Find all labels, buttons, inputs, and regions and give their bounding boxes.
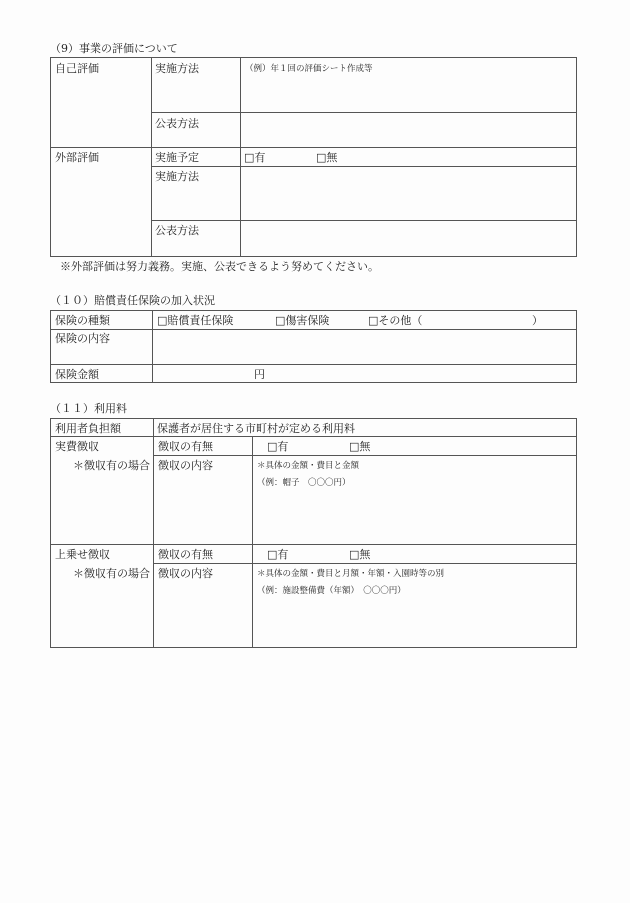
external-eval-publish-field[interactable]: [241, 221, 576, 256]
burden-value: 保護者が居住する市町村が定める利用料: [157, 422, 355, 435]
actual-presence-label: 徴収の有無: [158, 440, 213, 453]
external-plan-yes-checkbox[interactable]: □有: [244, 151, 266, 164]
other-insurance-close-paren: ）: [532, 314, 543, 327]
actual-yes-checkbox[interactable]: □有: [267, 440, 289, 453]
insurance-amount-field[interactable]: [153, 365, 576, 382]
external-eval-method-label: 実施方法: [155, 170, 199, 183]
actual-content-label: 徴収の内容: [158, 459, 213, 472]
injury-insurance-checkbox[interactable]: □傷害保険: [275, 314, 330, 327]
yen-unit: 円: [254, 368, 265, 381]
self-eval-label: 自己評価: [55, 62, 99, 75]
other-insurance-checkbox[interactable]: □その他（: [368, 314, 423, 327]
self-eval-publish-field[interactable]: [241, 113, 576, 147]
section9-heading: （9）事業の評価について: [50, 42, 178, 55]
self-eval-publish-label: 公表方法: [155, 117, 199, 130]
extra-fee-label: 上乗せ徴収: [55, 548, 110, 561]
external-eval-label: 外部評価: [55, 151, 99, 164]
insurance-table: [50, 310, 577, 383]
actual-no-checkbox[interactable]: □無: [349, 440, 371, 453]
burden-label: 利用者負担額: [55, 422, 121, 435]
extra-content-line1: ＊具体の金額・費目と月額・年額・入園時等の別: [257, 569, 445, 579]
extra-content-label: 徴収の内容: [158, 567, 213, 580]
insurance-amount-label: 保険金額: [55, 368, 99, 381]
self-eval-method-field[interactable]: （例）年１回の評価シート作成等: [245, 64, 373, 74]
insurance-content-label: 保険の内容: [55, 332, 110, 345]
section10-heading: （１０）賠償責任保険の加入状況: [50, 294, 215, 307]
section11-heading: （１１）利用料: [50, 402, 127, 415]
fee-table: [50, 418, 577, 648]
actual-fee-label: 実費徴収: [55, 440, 99, 453]
external-eval-publish-label: 公表方法: [155, 224, 199, 237]
external-eval-method-field[interactable]: [241, 167, 576, 220]
external-eval-plan-label: 実施予定: [155, 151, 199, 164]
external-plan-no-checkbox[interactable]: □無: [316, 151, 338, 164]
actual-fee-sublabel: ＊徴収有の場合: [73, 459, 150, 472]
insurance-type-label: 保険の種類: [55, 314, 110, 327]
extra-presence-label: 徴収の有無: [158, 548, 213, 561]
external-eval-note: ※外部評価は努力義務。実施、公表できるよう努めてください。: [60, 260, 379, 273]
actual-content-line2: （例：帽子 〇〇〇円）: [257, 478, 351, 488]
extra-yes-checkbox[interactable]: □有: [267, 548, 289, 561]
liability-insurance-checkbox[interactable]: □賠償責任保険: [157, 314, 234, 327]
divider: [51, 544, 576, 545]
extra-no-checkbox[interactable]: □無: [349, 548, 371, 561]
self-eval-method-label: 実施方法: [155, 62, 199, 75]
evaluation-table: [50, 57, 577, 257]
extra-content-line2: （例：施設整備費（年額） 〇〇〇円）: [257, 586, 406, 596]
divider: [51, 147, 576, 148]
extra-fee-sublabel: ＊徴収有の場合: [73, 567, 150, 580]
actual-content-line1: ＊具体の金額・費目と金額: [257, 461, 360, 471]
insurance-content-field[interactable]: [153, 330, 576, 364]
